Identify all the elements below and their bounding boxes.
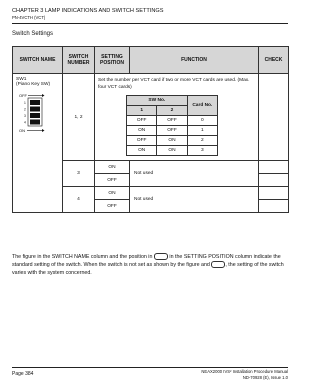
paragraph-text-3: , the setting of the switch varies with the system concerned.: [12, 262, 284, 276]
page-number: Page 384: [12, 371, 34, 377]
dip-on-label: ON: [19, 128, 25, 133]
inner-cell: 0: [187, 116, 217, 126]
dip-key-4: [30, 120, 40, 125]
page-header: [12, 8, 288, 20]
inner-cell: 1: [187, 126, 217, 136]
check-cell: [259, 174, 289, 187]
table-header-row: [13, 47, 289, 74]
function-cell: Not used: [130, 161, 259, 187]
card-no-header: Card No.: [187, 96, 217, 116]
table-row: [127, 116, 218, 126]
dip-number-2: 2: [24, 107, 26, 112]
switch-label: SW1: [16, 77, 27, 82]
check-cell: [259, 187, 289, 200]
chapter-title: CHAPTER 3 LAMP INDICATIONS AND SWITCH SETTINGS: [12, 8, 164, 14]
header-switch-name: SWITCH NAME: [13, 47, 63, 74]
table-row: [127, 146, 218, 156]
manual-title: NEAX2000 IVS² Installation Procedure Manual: [201, 369, 288, 374]
switch-number-cell: 4: [63, 187, 95, 213]
header-function: FUNCTION: [130, 47, 259, 74]
function-cell: Not used: [130, 187, 259, 213]
inner-cell: OFF: [157, 116, 187, 126]
dip-off-arrowhead: [42, 94, 45, 97]
inner-cell: 2: [187, 136, 217, 146]
header-setting-position: SETTING POSITION: [95, 47, 130, 74]
header-switch-number: SWITCH NUMBER: [63, 47, 95, 74]
switch-name-cell: [13, 74, 63, 213]
header-rule: [12, 23, 288, 24]
footer-rule: [12, 367, 288, 368]
dip-key-3: [30, 113, 40, 118]
explanation-paragraph: [12, 253, 288, 277]
check-cell: [259, 74, 289, 161]
dip-key-1: [30, 100, 40, 105]
function-description: Set the number per VCT card if two or more VCT cards are used. (Max. four VCT cards): [98, 78, 250, 90]
sw-col-1: 1: [127, 106, 157, 116]
document-number: ND-70928 (E), Issue 1.0: [242, 374, 288, 380]
dip-off-label: OFF: [19, 93, 27, 98]
inner-cell: OFF: [157, 126, 187, 136]
setting-position-cell: ON: [95, 187, 130, 200]
paragraph-text-2: in the SETTING POSITION column indicate the standard setting of the switch. When the switch is not set as shown by the figure and: [12, 254, 281, 268]
inner-cell: OFF: [127, 136, 157, 146]
table-row: [127, 136, 218, 146]
check-cell: [259, 200, 289, 213]
table-row: [127, 126, 218, 136]
card-name: PN-4VCTH (VCT): [12, 15, 46, 20]
setting-position-cell: OFF: [95, 174, 130, 187]
inner-cell: ON: [157, 146, 187, 156]
position-marker-icon: [211, 261, 225, 268]
switch-number-cell: 3: [63, 161, 95, 187]
sw-no-header: SW No.: [127, 96, 188, 106]
header-check: CHECK: [259, 47, 289, 74]
inner-header-row: [127, 96, 218, 106]
sw-col-2: 2: [157, 106, 187, 116]
table-row: [13, 74, 289, 161]
dip-number-1: 1: [24, 101, 26, 105]
dip-number-4: 4: [24, 120, 26, 125]
inner-cell: ON: [127, 146, 157, 156]
function-cell: [95, 74, 259, 161]
switch-settings-table: [12, 46, 289, 213]
dip-key-2: [30, 107, 40, 112]
position-marker-icon: [154, 253, 168, 260]
card-number-table: [126, 95, 218, 156]
setting-position-cell: OFF: [95, 200, 130, 213]
inner-cell: 3: [187, 146, 217, 156]
dip-on-arrowhead: [42, 129, 45, 132]
dip-number-3: 3: [24, 114, 26, 118]
inner-cell: ON: [157, 136, 187, 146]
footer-info: [201, 369, 288, 380]
check-cell: [259, 161, 289, 174]
switch-type: (Piano Key SW): [16, 82, 51, 87]
section-title: Switch Settings: [12, 31, 54, 37]
inner-cell: ON: [127, 126, 157, 136]
inner-cell: OFF: [127, 116, 157, 126]
switch-number-cell: 1, 2: [63, 74, 95, 161]
dip-switch-figure: [16, 90, 46, 134]
setting-position-cell: ON: [95, 161, 130, 174]
paragraph-text-1: The figure in the SWITCH NAME column and the position in: [12, 254, 153, 260]
